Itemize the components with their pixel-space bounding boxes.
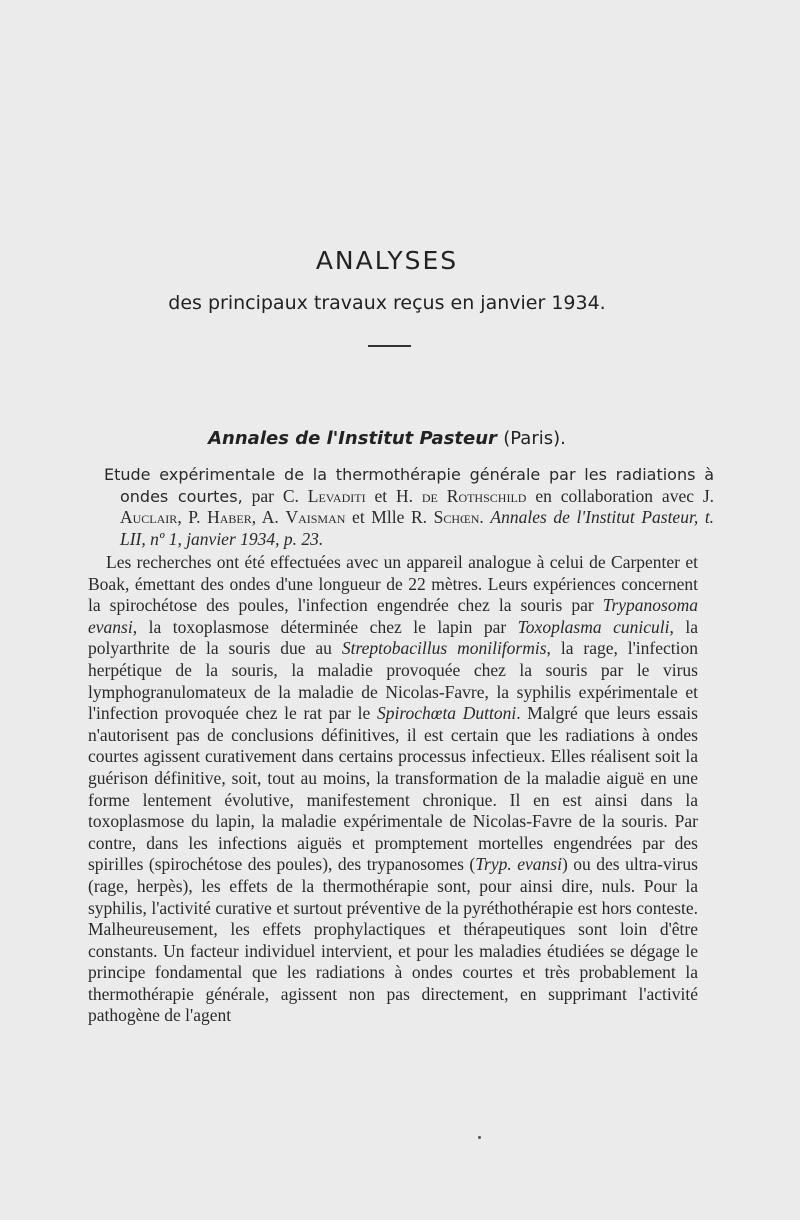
journal-heading: [0, 428, 774, 449]
body-text-4: , la rage, l'infection herpétique de la souris, la maladie provoquée chez la souris par le virus lymphogranulomateux de la maladie de Nicolas-Favre, la syphilis expérimentale et l'infection provoquée chez le rat par le: [88, 638, 698, 724]
ref-source: Annales de l'Institut Pasteur: [490, 507, 694, 528]
author-auclair: Auclair: [120, 507, 178, 528]
body-italic-1: Trypanosoma evansi: [88, 595, 698, 637]
author-rothschild: Rothschild: [446, 485, 527, 506]
body-italic-4: Spirochœta Duttoni: [376, 703, 517, 724]
journal-city: (Paris): [503, 428, 561, 449]
article-reference: [104, 464, 714, 550]
ref-and: et H.: [374, 485, 413, 506]
article-title: Etude expérimentale de la thermothérapie générale par les radiations à ondes courtes,: [104, 465, 714, 506]
page-speck: [478, 1136, 481, 1139]
ref-period: .: [479, 507, 484, 528]
body-text-1: Les recherches ont été effectuées avec un appareil analogue à celui de Carpenter et Boak, émettant des ondes d'une longueur de 22 mètres. Leurs expériences concernent la spirochétose des poules, l'infection engendrée chez la souris par: [88, 552, 698, 616]
page-subtitle: des principaux travaux reçus en janvier 1934.: [168, 292, 606, 314]
body-italic-3: Streptobacillus moniliformis: [341, 638, 547, 659]
body-italic-5: Tryp. evansi: [475, 854, 562, 875]
journal-period: .: [560, 428, 566, 449]
author-vaisman: Vaisman: [285, 507, 346, 528]
body-text-5: . Malgré que leurs essais n'autorisent pas de conclusions définitives, il est certain que les radiations à ondes courtes agissent curativement dans certains processus infectieux. Elles réalisent soit la guérison définitive, soit, tout au moins, la transformation de la maladie aiguë en une forme lentement évolutive, manifestement chronique. Il en est ainsi dans la toxoplasmose du lapin, la maladie expérimentale de Nicolas-Favre de la souris. Par contre, dans les infections aiguës et promptement mortelles engendrées par des spirilles (spirochétose des poules), des trypanosomes (: [88, 703, 698, 875]
ref-de: de: [421, 485, 438, 506]
ref-mlle: et Mlle R.: [352, 507, 428, 528]
section-divider: [368, 345, 411, 347]
body-text-3: , la polyarthrite de la souris due au: [88, 616, 698, 659]
author-haber: Haber: [207, 507, 252, 528]
article-body: [88, 552, 698, 1027]
body-italic-2: Toxoplasma cuniculi: [517, 616, 670, 637]
ref-sep-a: , A.: [251, 507, 279, 528]
ref-collab: en collaboration avec J.: [535, 485, 715, 506]
journal-name: Annales de l'Institut Pasteur: [208, 428, 497, 449]
author-schoen: Schœn: [433, 507, 480, 528]
ref-sep-p: , P.: [177, 507, 201, 528]
author-levaditi: Levaditi: [307, 485, 366, 506]
ref-by: par C.: [251, 485, 299, 506]
page-title: ANALYSES: [315, 246, 459, 275]
ref-details: , t. LII, nº 1, janvier 1934, p. 23.: [120, 507, 715, 549]
body-text-6: ) ou des ultra-virus (rage, herpès), les effets de la thermothérapie sont, pour ainsi dire, nuls. Pour la syphilis, l'activité curative et surtout préventive de la pyréthothérapie est hors conteste. Malheureusement, les effets prophylactiques et thérapeutiques sont loin d'être constants. Un facteur individuel intervient, et pour les maladies étudiées se dégage le principe fondamental que les radiations à ondes courtes et très probablement la thermothérapie générale, agissent non pas directement, en supprimant l'activité pathogène de l'agent: [88, 854, 698, 1026]
body-text-2: , la toxoplasmose déterminée chez le lapin par: [132, 616, 518, 637]
